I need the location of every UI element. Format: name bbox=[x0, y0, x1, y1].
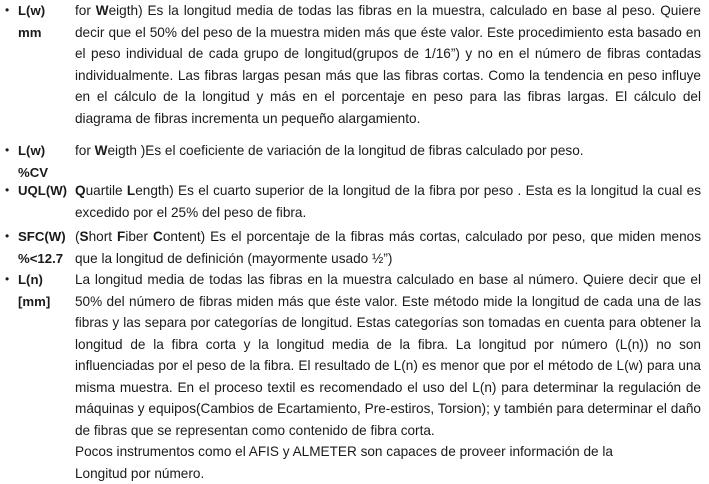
term-unit: [mm] bbox=[18, 291, 50, 313]
description-text: La longitud media de todas las fibras en la muestra calculado en base al número. Quiere decir que el 50% del número de fibras miden más que éste valor. Este método mide la longitud de cada una de las fibras y las separa por categorías de longitud. Estas categorías son tomadas en cuenta para obtener la longitud de la fibra corta y la longitud media de la fibra. La longitud por número (L(n)) no son influenciadas por el peso de la fibra. El resultado de L(n) es menor que por el método de L(w) para una misma muestra. En el proceso textil es recomendado el uso del L(n) para determinar la regulación de máquinas y equipos(Cambios de Ecartamiento, Pre-estiros, Torsion); y también para determinar el daño de fibras que se representan como contenido de fibra corta. bbox=[75, 269, 701, 441]
term bbox=[18, 180, 67, 202]
term bbox=[18, 269, 50, 312]
description bbox=[75, 140, 701, 162]
term-line: L(w) bbox=[18, 140, 48, 162]
text-run: eigth) Es la longitud media de todas las fibras en la muestra, calculado en base al peso. Quiere decir que el 50% del peso de la muestra miden más que éste valor. Este procedimiento esta basado en el peso individual de cada grupo de longitud(grupos de 1/16”) y no en el número de fibras contadas individualmente. Las fibras largas pesan más que las fibras cortas. Como la tendencia en peso influye en el cálculo de la longitud y más en el porcentaje en peso para las fibras largas. El cálculo del diagrama de fibras incrementa un pequeño alargamiento. bbox=[75, 3, 701, 126]
term-line: L(w) bbox=[18, 0, 45, 22]
bullet: • bbox=[5, 226, 15, 248]
text-run: ontent) Es el porcentaje de la fibras más cortas, calculado por peso, que miden menos que la longitud de definición (mayormente usado ½”) bbox=[75, 229, 701, 266]
description bbox=[75, 180, 701, 223]
term-unit: mm bbox=[18, 22, 45, 44]
text-run: for bbox=[75, 3, 96, 18]
term-line: SFC(W) bbox=[18, 226, 66, 248]
bold-run: L bbox=[127, 183, 135, 198]
term-unit: %CV bbox=[18, 162, 48, 184]
description-text bbox=[75, 226, 701, 269]
term-line: UQL(W) bbox=[18, 180, 67, 202]
term bbox=[18, 140, 48, 183]
bold-run: F bbox=[117, 229, 125, 244]
text-run: hort bbox=[89, 229, 117, 244]
term-line: L(n) bbox=[18, 269, 50, 291]
description-text bbox=[75, 180, 701, 223]
term bbox=[18, 226, 66, 269]
description bbox=[75, 269, 701, 484]
bold-run: W bbox=[95, 143, 108, 158]
description-text bbox=[75, 0, 701, 129]
text-run: uartile bbox=[86, 183, 127, 198]
text-run: iber bbox=[125, 229, 153, 244]
text-run: for bbox=[75, 143, 95, 158]
description-extra-line: Longitud por número. bbox=[75, 463, 701, 484]
bullet: • bbox=[5, 180, 15, 202]
term-unit: %<12.7 bbox=[18, 248, 66, 270]
description-text bbox=[75, 140, 701, 162]
description bbox=[75, 226, 701, 269]
bullet: • bbox=[5, 269, 15, 291]
description bbox=[75, 0, 701, 129]
bold-run: Q bbox=[75, 183, 86, 198]
description-extra-line: Pocos instrumentos como el AFIS y ALMETER son capaces de proveer información de la bbox=[75, 441, 701, 463]
bold-run: S bbox=[80, 229, 89, 244]
bold-run: C bbox=[153, 229, 163, 244]
term bbox=[18, 0, 45, 43]
text-run: ength) Es el cuarto superior de la longitud de la fibra por peso . Esta es la longitud la cual es excedido por el 25% del peso de fibra. bbox=[75, 183, 701, 220]
text-run: eigth )Es el coeficiente de variación de la longitud de fibras calculado por peso. bbox=[107, 143, 583, 158]
bold-run: W bbox=[96, 3, 109, 18]
text-run: ( bbox=[75, 229, 80, 244]
bullet: • bbox=[5, 0, 15, 22]
bullet: • bbox=[5, 140, 15, 162]
